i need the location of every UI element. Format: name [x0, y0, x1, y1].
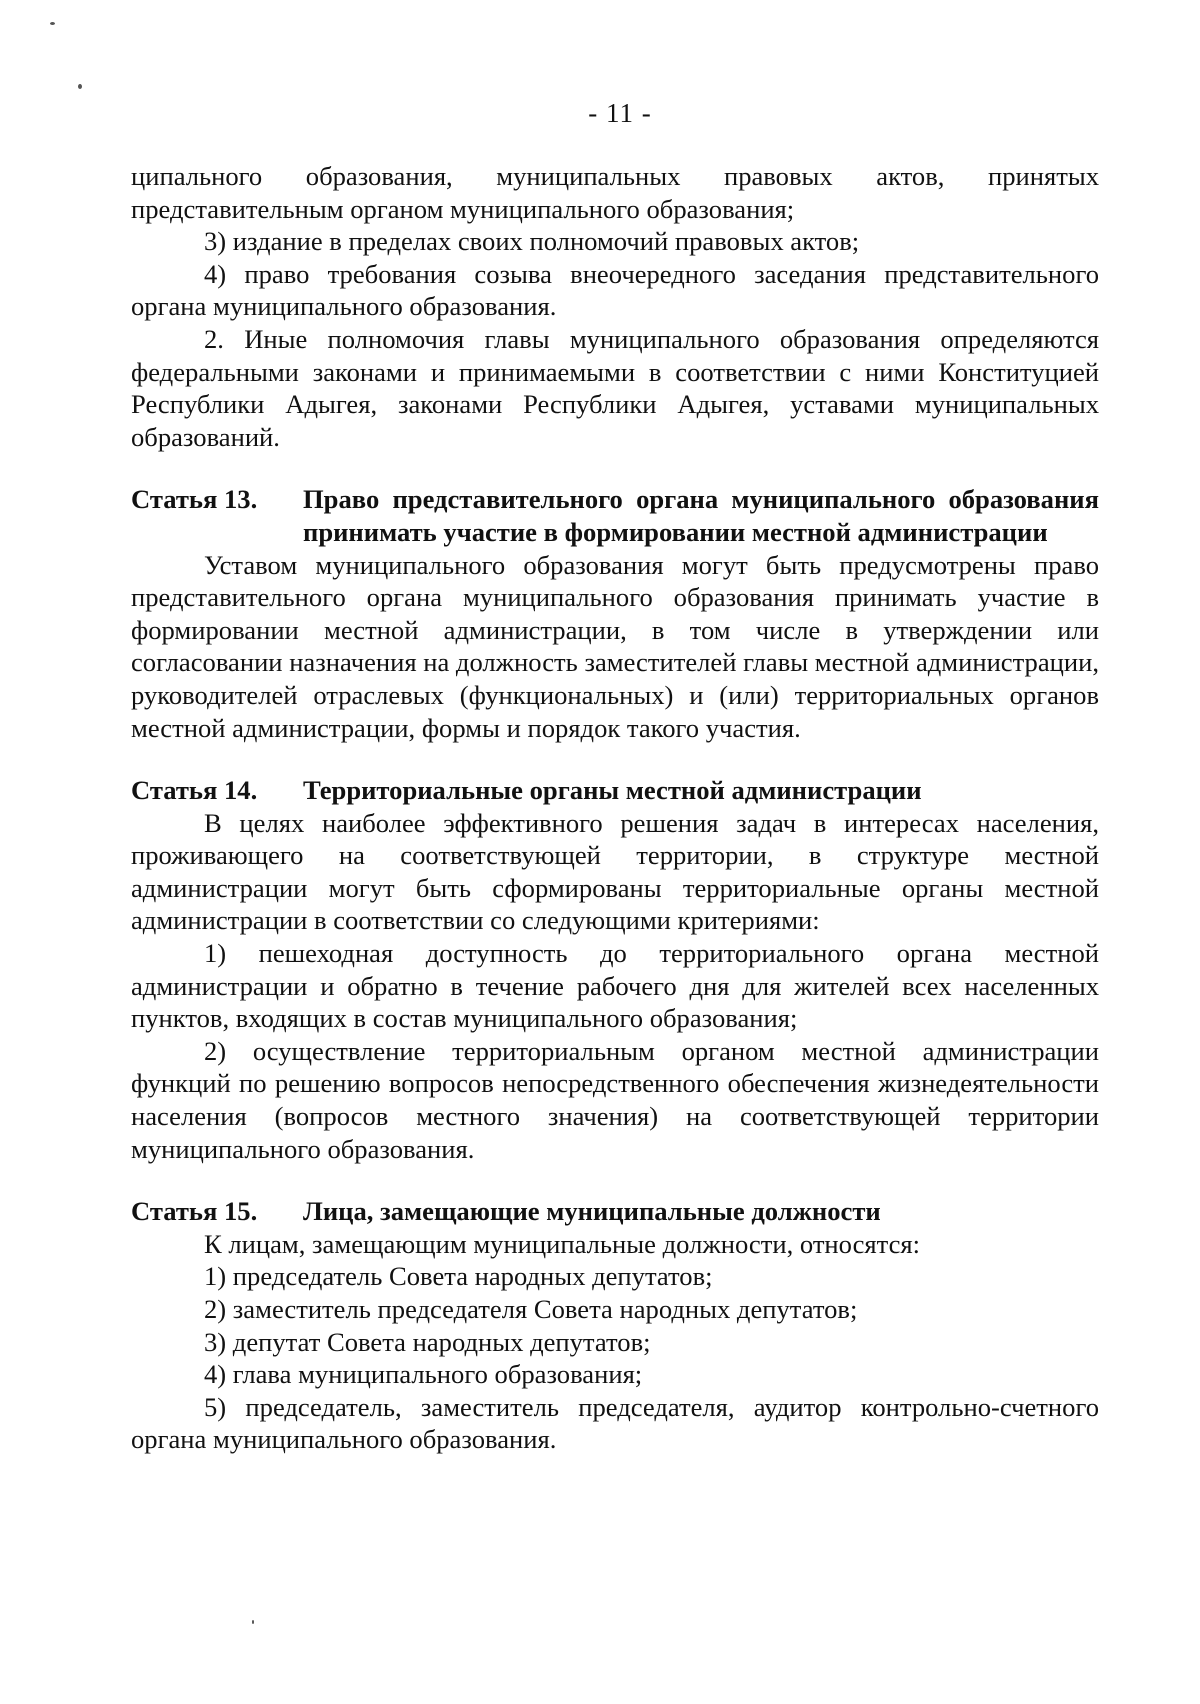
article-13-heading: [58, 483, 1099, 548]
list-item: 2) заместитель председателя Совета народных депутатов;: [204, 1294, 858, 1324]
intro-paragraph: 2. Иные полномочия главы муниципального образования определяются федеральными законами и принимаемыми в соответствии с ними Конституцией Республики Адыгея, законами Республики Адыгея, уставами муниципальных образований.: [131, 323, 1099, 452]
list-item: 4) глава муниципального образования;: [204, 1359, 643, 1390]
article-14-heading: [58, 774, 1099, 807]
article-paragraph: В целях наиболее эффективного решения задач в интересах населения, проживающего на соответствующей территории, в структуре местной администрации могут быть сформированы территориальные органы местной администрации в соответствии со следующими критериями:: [131, 807, 1099, 936]
article-title: Территориальные органы местной администрации: [303, 775, 922, 806]
intro-paragraph: 4) право требования созыва внеочередного заседания представительного органа муниципального образования.: [131, 258, 1099, 322]
scan-speck: [252, 1620, 254, 1624]
article-title: Лица, замещающие муниципальные должности: [303, 1196, 881, 1227]
scan-speck: [78, 84, 82, 89]
list-item: 1) председатель Совета народных депутатов;: [204, 1261, 713, 1292]
document-body: [131, 160, 1099, 1456]
article-paragraph: 1) пешеходная доступность до территориального органа местной администрации и обратно в течение рабочего дня для жителей всех населенных пунктов, входящих в состав муниципального образования;: [131, 938, 1099, 1034]
article-paragraph: К лицам, замещающим муниципальные должности, относятся:: [204, 1228, 921, 1259]
article-paragraph: 2) осуществление территориальным органом местной администрации функций по решению вопросов непосредственного обеспечения жизнедеятельности населения (вопросов местного значения) на соответствующей территории муниципального образования.: [131, 1035, 1099, 1164]
intro-paragraph: ципального образования, муниципальных правовых актов, принятых представительным органом муниципального образования;: [131, 161, 1099, 224]
article-paragraph: Уставом муниципального образования могут быть предусмотрены право представительного органа муниципального образования принимать участие в формировании местной администрации, в том числе в утверждении или согласовании назначения на должность заместителей главы местной администрации, руководителей отраслевых (функциональных) и (или) территориальных органов местной администрации, формы и порядок такого участия.: [131, 549, 1099, 743]
article-title: Право представительного органа муниципального образования принимать участие в формировании местной администрации: [303, 484, 1099, 547]
list-item: 5) председатель, заместитель председателя, аудитор контрольно-счетного органа муниципального образования.: [131, 1391, 1099, 1455]
article-number: Статья 13.: [131, 484, 258, 515]
article-number: Статья 15.: [131, 1196, 258, 1227]
article-number: Статья 14.: [131, 775, 258, 806]
article-15-heading: [58, 1195, 1099, 1228]
page-number: - 11 -: [588, 98, 652, 128]
intro-paragraph: 3) издание в пределах своих полномочий правовых актов;: [204, 226, 860, 257]
list-item: 3) депутат Совета народных депутатов;: [204, 1326, 651, 1357]
scan-speck: [50, 22, 55, 25]
